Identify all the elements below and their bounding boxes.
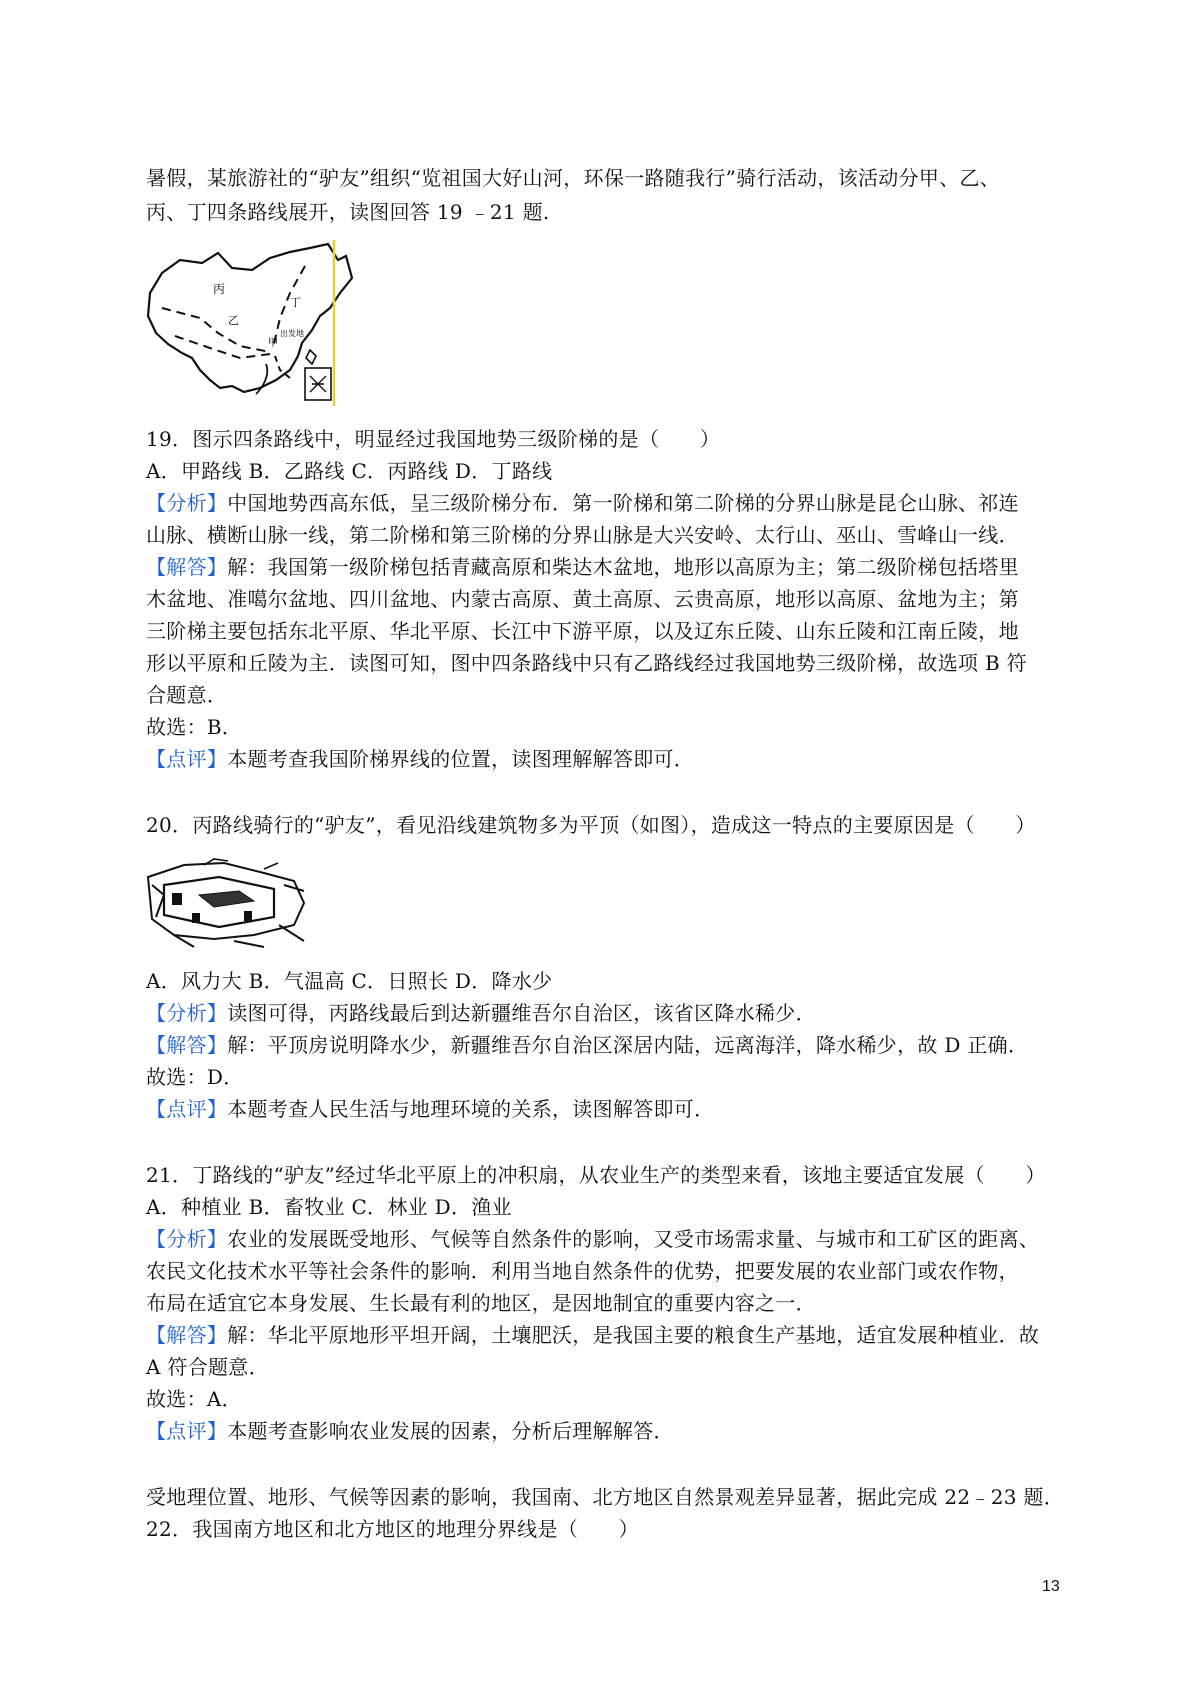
- q21-choice: 故选：A．: [146, 1387, 242, 1411]
- q21-analysis-line-3: 布局在适宜它本身发展、生长最有利的地区，是因地制宜的重要内容之一．: [146, 1291, 816, 1315]
- q19-stem: 19．图示四条路线中，明显经过我国地势三级阶梯的是（ ）: [146, 427, 721, 451]
- q19-answer-line-3: 三阶梯主要包括东北平原、华北平原、长江中下游平原，以及辽东丘陵、山东丘陵和江南丘陵，地: [146, 619, 1019, 643]
- south-sea-islands: [310, 376, 326, 392]
- window-3: [244, 911, 252, 921]
- q19-comment-line: [146, 744, 694, 774]
- courtyard: [199, 891, 254, 907]
- route-yi: [175, 336, 270, 358]
- q19-analysis-line-1: [146, 488, 1019, 518]
- q20-answer-text: 解：平顶房说明降水少，新疆维吾尔自治区深居内陆，远离海洋，降水稀少，故 D 正确．: [227, 1033, 1029, 1057]
- q20-options: A．风力大 B．气温高 C．日照长 D．降水少: [146, 969, 553, 993]
- q21-analysis-line-2: 农民文化技术水平等社会条件的影响．利用当地自然条件的优势，把要发展的农业部门或农作物，: [146, 1259, 1019, 1283]
- answer-tag: 【解答】: [146, 1033, 228, 1057]
- analysis-tag: 【分析】: [146, 1001, 228, 1025]
- intro2-line: 受地理位置、地形、气候等因素的影响，我国南、北方地区自然景观差异显著，据此完成 22﹣23 题．: [146, 1485, 1065, 1509]
- q21-comment-text: 本题考查影响农业发展的因素，分析后理解解答．: [227, 1419, 674, 1443]
- analysis-tag: 【分析】: [146, 491, 228, 515]
- china-outline: [148, 244, 352, 392]
- q21-analysis-line-1: [146, 1224, 1039, 1254]
- q20-analysis-line: [146, 998, 816, 1028]
- q19-analysis-line-2: 山脉、横断山脉一线，第二阶梯和第三阶梯的分界山脉是大兴安岭、太行山、巫山、雪峰山一线．: [146, 523, 1019, 547]
- comment-tag: 【点评】: [146, 1097, 228, 1121]
- route-bing: [162, 308, 270, 352]
- map-label-yi: 乙: [228, 314, 239, 327]
- intro-line-1: 暑假，某旅游社的“驴友”组织“览祖国大好山河，环保一路随我行”骑行活动，该活动分甲、乙、: [146, 166, 1001, 190]
- comment-tag: 【点评】: [146, 1419, 228, 1443]
- q21-answer-line-1: [146, 1320, 1039, 1350]
- map-label-bing: 丙: [213, 282, 226, 296]
- taiwan-island: [306, 350, 316, 364]
- q19-comment-text: 本题考查我国阶梯界线的位置，读图理解解答即可．: [227, 747, 695, 771]
- q20-analysis-text: 读图可得，丙路线最后到达新疆维吾尔自治区，该省区降水稀少．: [227, 1001, 816, 1025]
- q19-options: A．甲路线 B．乙路线 C．丙路线 D．丁路线: [146, 459, 553, 483]
- window-1: [172, 893, 182, 905]
- map-label-jia: 甲: [268, 338, 278, 349]
- q19-answer-line-2: 木盆地、准噶尔盆地、四川盆地、内蒙古高原、黄土高原、云贵高原，地形以高原、盆地为主；第: [146, 587, 1019, 611]
- q20-comment-text: 本题考查人民生活与地理环境的关系，读图解答即可．: [227, 1097, 715, 1121]
- q21-answer-text-1: 解：华北平原地形平坦开阔，土壤肥沃，是我国主要的粮食生产基地，适宜发展种植业．故: [227, 1323, 1040, 1347]
- q20-comment-line: [146, 1094, 714, 1124]
- q21-stem: 21．丁路线的“驴友”经过华北平原上的冲积扇，从农业生产的类型来看，该地主要适宜发展（ ）: [146, 1163, 1046, 1187]
- q19-answer-line-1: [146, 552, 1019, 582]
- map-label-start: 出发地: [280, 329, 304, 338]
- intro-line-2: 丙、丁四条路线展开，读图回答 19 ﹣21 题.: [146, 200, 550, 224]
- china-route-map: [140, 238, 375, 408]
- q19-answer-line-5: 合题意．: [146, 683, 228, 707]
- answer-tag: 【解答】: [146, 555, 228, 579]
- q20-choice: 故选：D．: [146, 1065, 244, 1089]
- answer-tag: 【解答】: [146, 1323, 228, 1347]
- analysis-tag: 【分析】: [146, 1227, 228, 1251]
- q22-stem: 22．我国南方地区和北方地区的地理分界线是（ ）: [146, 1517, 639, 1541]
- window-2: [192, 913, 200, 923]
- page-number: 13: [1042, 1578, 1060, 1595]
- q21-comment-line: [146, 1416, 674, 1446]
- q19-choice: 故选：B．: [146, 715, 243, 739]
- q21-analysis-text-1: 农业的发展既受地形、气候等自然条件的影响，又受市场需求量、与城市和工矿区的距离、: [227, 1227, 1040, 1251]
- map-label-ding: 丁: [290, 296, 301, 309]
- q19-analysis-text-1: 中国地势西高东低，呈三级阶梯分布．第一阶梯和第二阶梯的分界山脉是昆仑山脉、祁连: [227, 491, 1019, 515]
- q19-answer-line-4: 形以平原和丘陵为主．读图可知，图中四条路线中只有乙路线经过我国地势三级阶梯，故选项 B 符: [146, 651, 1027, 675]
- q20-stem: 20．丙路线骑行的“驴友”，看见沿线建筑物多为平顶（如图），造成这一特点的主要原因是（ ）: [146, 813, 1036, 837]
- q20-answer-line: [146, 1030, 1028, 1060]
- comment-tag: 【点评】: [146, 747, 228, 771]
- flat-roof-house-figure: [144, 855, 312, 950]
- q21-answer-line-2: A 符合题意．: [146, 1355, 269, 1379]
- q19-answer-text-1: 解：我国第一级阶梯包括青藏高原和柴达木盆地，地形以高原为主；第二级阶梯包括塔里: [227, 555, 1019, 579]
- q21-options: A．种植业 B．畜牧业 C．林业 D．渔业: [146, 1195, 512, 1219]
